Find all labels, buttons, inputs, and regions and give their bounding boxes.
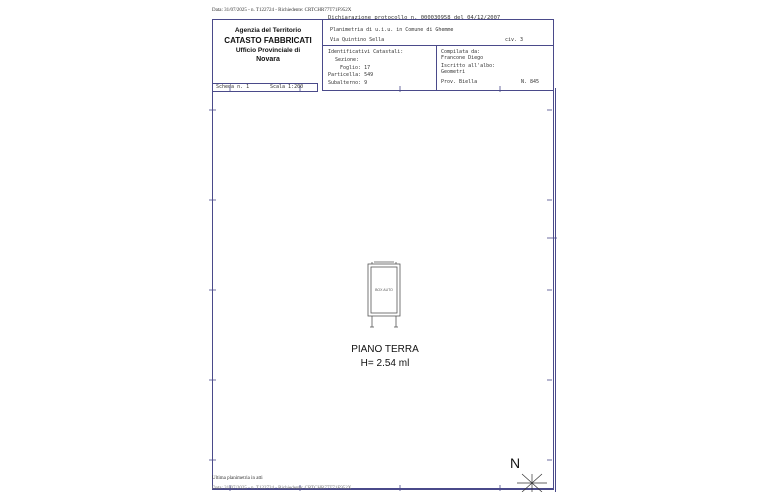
floor-height: H= 2.54 ml xyxy=(360,358,410,369)
sezione: Sezione: xyxy=(335,57,360,63)
compiled-name: Francone Diego xyxy=(441,55,484,61)
registered-label: Iscritto all'albo: xyxy=(441,63,496,69)
particella: Particella: 549 xyxy=(328,72,374,78)
scheda-number: Scheda n. 1 xyxy=(216,84,250,90)
footer-metadata: Data: 31/07/2025 - n. T122724 - Richiedente: CRTCHR77T71F952X xyxy=(212,486,352,491)
north-label: N xyxy=(510,455,521,471)
planimetry-line: Planimetria di u.i.u. in Comune di Ghemme xyxy=(330,27,454,33)
scale-label: Scala 1:200 xyxy=(270,84,304,90)
albo-value: Geometri xyxy=(441,69,466,75)
subalterno: Subalterno: 9 xyxy=(328,80,368,86)
protocol-line: Dichiarazione protocollo n. 000030958 del 04/12/2007 xyxy=(328,15,501,21)
catasto-title: CATASTO FABBRICATI xyxy=(224,36,312,45)
floor-name: PIANO TERRA xyxy=(351,344,419,355)
registration-number: N. 845 xyxy=(521,79,540,85)
compiled-title: Compilata da: xyxy=(441,49,481,55)
identifiers-title: Identificativi Catastali: xyxy=(328,49,404,55)
agency-name: Agenzia del Territorio xyxy=(234,27,302,34)
address-line: Via Quintino Sella xyxy=(330,37,385,43)
garage-floor-plan xyxy=(368,262,400,327)
office-city: Novara xyxy=(256,56,280,63)
office-line: Ufficio Provinciale di xyxy=(235,47,301,54)
top-metadata: Data: 31/07/2025 - n. T122724 - Richiedente: CRTCHR77T71F952X xyxy=(212,8,352,13)
foglio: Foglio: 17 xyxy=(340,65,371,71)
civic-number: civ. 3 xyxy=(505,37,524,43)
footer-note: Ultima planimetria in atti xyxy=(212,476,263,481)
room-label: BOX AUTO xyxy=(375,288,393,292)
north-arrow xyxy=(517,474,547,492)
province: Prov. Biella xyxy=(441,79,478,85)
